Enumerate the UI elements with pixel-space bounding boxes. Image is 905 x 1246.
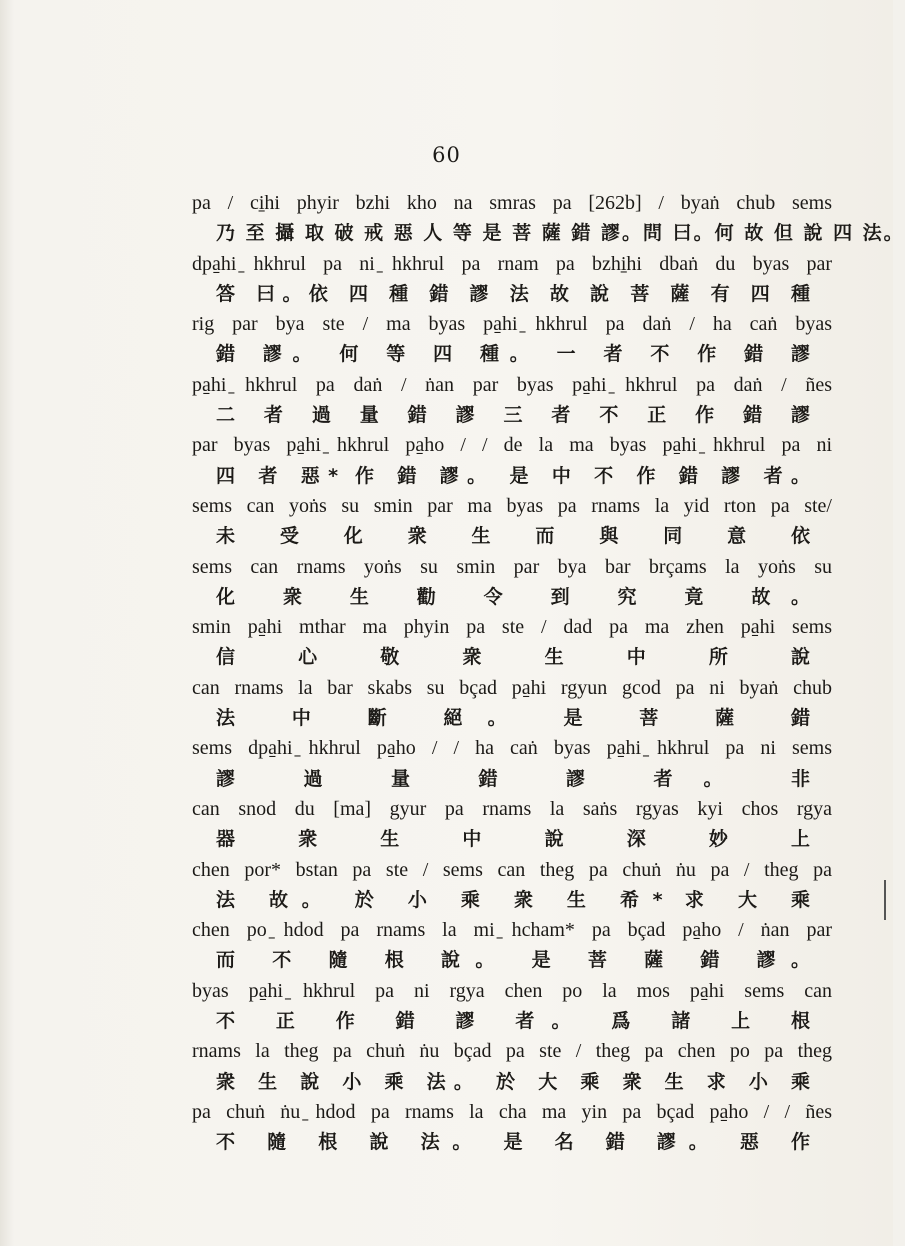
tibetan-line: byas pa̱hi ̱hkhrul pa ni rgya chen po la mos pa̱hi sems can xyxy=(192,979,832,1002)
tibetan-line: rig par bya ste / ma byas pa̱hi ̱hkhrul pa daṅ / ha caṅ byas xyxy=(192,313,832,336)
chinese-line: 乃 至 攝 取 破 戒 惡 人 等 是 菩 薩 錯 謬。問 曰。何 故 但 說 四 法。 xyxy=(216,222,905,245)
chinese-line: 衆 生 說 小 乘 法。 於 大 乘 衆 生 求 小 乘 xyxy=(216,1070,812,1093)
chinese-line: 而 不 隨 根 說。 是 菩 薩 錯 謬。 xyxy=(216,949,812,972)
chinese-line: 未 受 化 衆 生 而 與 同 意 依 xyxy=(216,525,812,548)
tibetan-line: smin pa̱hi mthar ma phyin pa ste / dad pa ma zhen pa̱hi sems xyxy=(192,616,832,639)
chinese-line: 信 心 敬 衆 生 中 所 說 xyxy=(216,646,812,669)
tibetan-line: can snod du [ma] gyur pa rnams la saṅs rgyas kyi chos rgya xyxy=(192,797,832,820)
chinese-line: 不 正 作 錯 謬 者。 爲 諸 上 根 xyxy=(216,1010,812,1033)
tibetan-line: can rnams la bar skabs su bçad pa̱hi rgyun gcod pa ni byaṅ chub xyxy=(192,676,832,699)
text-body xyxy=(192,188,905,1158)
chinese-line: 二 者 過 量 錯 謬 三 者 不 正 作 錯 謬 xyxy=(216,404,812,427)
page-number: 60 xyxy=(432,143,461,167)
tibetan-line: dpa̱hi ̱hkhrul pa ni ̱hkhrul pa rnam pa bzhi̱hi dbaṅ du byas par xyxy=(192,252,832,275)
chinese-line: 答 曰。依 四 種 錯 謬 法 故 說 菩 薩 有 四 種 xyxy=(216,282,812,305)
tibetan-line: chen po ̱hdod pa rnams la mi ̱hcham* pa bçad pa̱ho / ṅan par xyxy=(192,919,832,942)
margin-mark xyxy=(884,880,886,920)
chinese-line: 四 者 惡* 作 錯 謬。 是 中 不 作 錯 謬 者。 xyxy=(216,464,812,487)
chinese-line: 法 故。 於 小 乘 衆 生 希* 求 大 乘 xyxy=(216,888,812,911)
chinese-line: 謬 過 量 錯 謬 者。 非 xyxy=(216,767,812,790)
tibetan-line: pa̱hi ̱hkhrul pa daṅ / ṅan par byas pa̱hi ̱hkhrul pa daṅ / ñes xyxy=(192,373,832,396)
tibetan-line: par byas pa̱hi ̱hkhrul pa̱ho / / de la ma byas pa̱hi ̱hkhrul pa ni xyxy=(192,434,832,457)
tibetan-line: sems can rnams yoṅs su smin par bya bar brçams la yoṅs su xyxy=(192,555,832,578)
chinese-line: 不 隨 根 說 法。 是 名 錯 謬。 惡 作 xyxy=(216,1131,812,1154)
chinese-line: 法 中 斷 絕。 是 菩 薩 錯 xyxy=(216,707,812,730)
chinese-line: 器 衆 生 中 說 深 妙 上 xyxy=(216,828,812,851)
chinese-line: 化 衆 生 勸 令 到 究 竟 故。 xyxy=(216,585,812,608)
tibetan-line: rnams la theg pa chuṅ ṅu bçad pa ste / theg pa chen po pa theg xyxy=(192,1040,832,1063)
tibetan-line: sems dpa̱hi ̱hkhrul pa̱ho / / ha caṅ byas pa̱hi ̱hkhrul pa ni sems xyxy=(192,737,832,760)
tibetan-line: chen por* bstan pa ste / sems can theg pa chuṅ ṅu pa / theg pa xyxy=(192,858,832,881)
chinese-line: 錯 謬。 何 等 四 種。 一 者 不 作 錯 謬 xyxy=(216,343,812,366)
tibetan-line: sems can yoṅs su smin par ma byas pa rnams la yid rton pa ste/ xyxy=(192,494,832,517)
tibetan-line: pa chuṅ ṅu ̱hdod pa rnams la cha ma yin pa bçad pa̱ho / / ñes xyxy=(192,1100,832,1123)
tibetan-line: pa / ci̱hi phyir bzhi kho na smras pa [262b] / byaṅ chub sems xyxy=(192,192,832,214)
